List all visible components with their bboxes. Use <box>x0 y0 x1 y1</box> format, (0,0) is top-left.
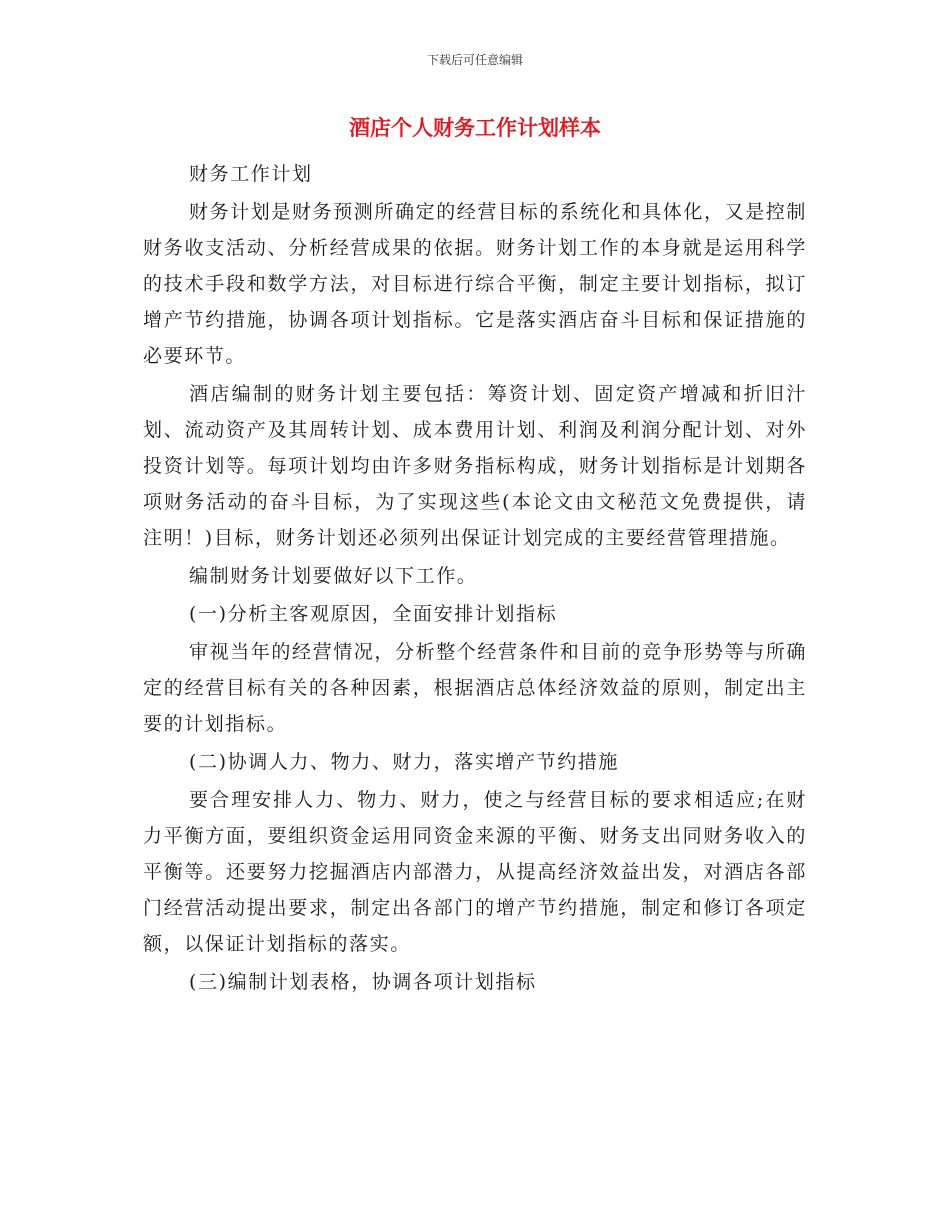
paragraph: 财务计划是财务预测所确定的经营目标的系统化和具体化，又是控制财务收支活动、分析经营成果的依据。财务计划工作的本身就是运用科学的技术手段和数学方法，对目标进行综合平衡，制定主要计划指标，拟订增产节约措施，协调各项计划指标。它是落实酒店奋斗目标和保证措施的必要环节。 <box>143 201 808 367</box>
paragraph: 编制财务计划要做好以下工作。 <box>189 565 478 587</box>
document-title: 酒店个人财务工作计划样本 <box>349 115 601 140</box>
paragraph-subheading: (二)协调人力、物力、财力，落实增产节约措施 <box>189 751 620 773</box>
paragraph: 酒店编制的财务计划主要包括：筹资计划、固定资产增减和折旧汁划、流动资产及其周转计划、成本费用计划、利润及利润分配计划、对外投资计划等。每项计划均由许多财务指标构成，财务计划指标是计划期各项财务活动的奋斗目标，为了实现这些(本论文由文秘范文免费提供，请注明！)目标，财务计划还必须列出保证计划完成的主要经营管理措施。 <box>143 383 807 549</box>
document-body <box>143 156 807 1002</box>
paragraph-section-heading: 财务工作计划 <box>189 163 313 185</box>
paragraph-subheading: (三)编制计划表格，协调各项计划指标 <box>189 971 537 993</box>
paragraph: 要合理安排人力、物力、财力，使之与经营目标的要求相适应;在财力平衡方面，要组织资金运用同资金来源的平衡、财务支出同财务收入的平衡等。还要努力挖掘酒店内部潜力，从提高经济效益出发，对酒店各部门经营活动提出要求，制定出各部门的增产节约措施，制定和修订各项定额，以保证计划指标的落实。 <box>143 789 807 955</box>
paragraph-subheading: (一)分析主客观原因，全面安排计划指标 <box>189 603 558 625</box>
paragraph: 审视当年的经营情况，分析整个经营条件和目前的竞争形势等与所确定的经营目标有关的各种因素，根据酒店总体经济效益的原则，制定出主要的计划指标。 <box>143 641 808 735</box>
page-header-note: 下载后可任意编辑 <box>426 53 523 67</box>
